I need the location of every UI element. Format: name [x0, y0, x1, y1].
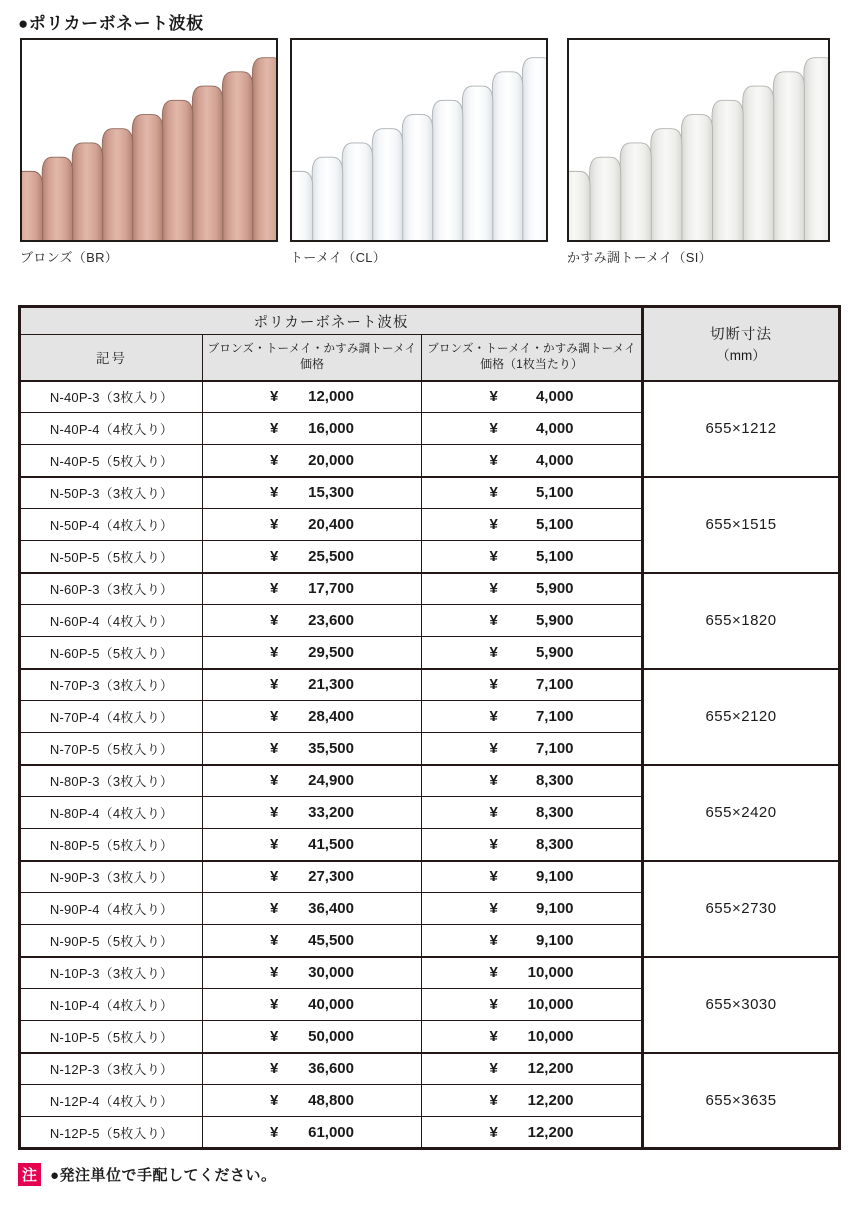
unit-price-cell [422, 925, 643, 957]
yen-sign: ¥ [489, 996, 498, 1013]
unit-price-header-line1: ブロンズ・トーメイ・かすみ調トーメイ [427, 342, 636, 355]
yen-sign: ¥ [270, 1123, 279, 1141]
dimension-cell: 655×2120 [643, 669, 840, 765]
yen-sign: ¥ [489, 835, 498, 853]
yen-sign: ¥ [270, 643, 279, 661]
product-code-cell: N-50P-5（5枚入り） [20, 541, 203, 573]
dimension-cell: 655×2730 [643, 861, 840, 957]
amount: 7,100 [535, 676, 574, 694]
price-column-header [203, 335, 422, 381]
product-code-cell: N-90P-3（3枚入り） [20, 861, 203, 893]
price-cell [203, 733, 422, 765]
yen-sign: ¥ [489, 1060, 498, 1078]
corrugation-ridge [72, 143, 103, 240]
yen-sign: ¥ [270, 547, 279, 565]
code-column-header: 記号 [20, 335, 203, 381]
corrugation-ridge [192, 86, 223, 240]
yen-sign: ¥ [270, 804, 279, 821]
yen-sign: ¥ [270, 1092, 279, 1109]
table-row [20, 573, 840, 605]
yen-sign: ¥ [270, 708, 279, 725]
unit-price-cell [422, 541, 643, 573]
price-cell [203, 573, 422, 605]
product-code-cell: N-80P-5（5枚入り） [20, 829, 203, 861]
table-row [20, 957, 840, 989]
amount: 61,000 [308, 1123, 354, 1141]
unit-price-column-header [422, 335, 643, 381]
amount: 7,100 [535, 708, 574, 725]
amount: 41,500 [308, 835, 354, 853]
yen-sign: ¥ [270, 420, 279, 437]
corrugation-ridge [804, 58, 828, 240]
yen-sign: ¥ [489, 547, 498, 565]
dimension-cell: 655×3030 [643, 957, 840, 1053]
amount: 10,000 [527, 964, 574, 982]
amount: 48,800 [308, 1092, 354, 1109]
note-badge: 注 [18, 1163, 41, 1186]
amount: 24,900 [308, 772, 354, 790]
corrugation-ridge [569, 171, 590, 240]
amount: 8,300 [535, 772, 574, 790]
product-code-cell: N-70P-5（5枚入り） [20, 733, 203, 765]
yen-sign: ¥ [270, 516, 279, 533]
corrugated-sheet-illustration-bronze [22, 40, 276, 240]
price-cell [203, 1085, 422, 1117]
amount: 17,700 [308, 580, 354, 598]
price-cell [203, 701, 422, 733]
yen-sign: ¥ [270, 676, 279, 694]
yen-sign: ¥ [489, 1027, 498, 1045]
corrugation-ridge [402, 115, 433, 240]
price-cell [203, 1053, 422, 1085]
amount: 27,300 [308, 868, 354, 886]
product-caption: トーメイ（CL） [290, 250, 387, 265]
table-row [20, 477, 840, 509]
unit-price-cell [422, 701, 643, 733]
amount: 30,000 [308, 964, 354, 982]
product-code-cell: N-80P-4（4枚入り） [20, 797, 203, 829]
unit-price-cell [422, 1117, 643, 1149]
product-image-frost [567, 38, 830, 242]
yen-sign: ¥ [489, 739, 498, 757]
yen-sign: ¥ [489, 612, 498, 629]
product-image-bronze [20, 38, 278, 242]
product-code-cell: N-60P-5（5枚入り） [20, 637, 203, 669]
price-cell [203, 1117, 422, 1149]
product-caption: かすみ調トーメイ（SI） [567, 250, 712, 265]
price-cell [203, 381, 422, 413]
yen-sign: ¥ [489, 388, 498, 406]
product-code-cell: N-10P-4（4枚入り） [20, 989, 203, 1021]
price-cell [203, 413, 422, 445]
corrugation-ridge [222, 72, 253, 240]
amount: 35,500 [308, 739, 354, 757]
amount: 23,600 [308, 612, 354, 629]
yen-sign: ¥ [489, 708, 498, 725]
dimension-cell: 655×2420 [643, 765, 840, 861]
yen-sign: ¥ [270, 835, 279, 853]
amount: 29,500 [308, 643, 354, 661]
product-code-cell: N-12P-3（3枚入り） [20, 1053, 203, 1085]
corrugation-ridge [492, 72, 523, 240]
product-code-cell: N-60P-4（4枚入り） [20, 605, 203, 637]
yen-sign: ¥ [270, 739, 279, 757]
amount: 5,100 [535, 547, 574, 565]
price-cell [203, 893, 422, 925]
unit-price-cell [422, 989, 643, 1021]
corrugation-ridge [252, 58, 276, 240]
price-table [18, 305, 841, 1150]
yen-sign: ¥ [270, 1060, 279, 1078]
product-code-cell: N-50P-3（3枚入り） [20, 477, 203, 509]
yen-sign: ¥ [489, 868, 498, 886]
yen-sign: ¥ [270, 996, 279, 1013]
amount: 5,100 [535, 484, 574, 502]
dimension-cell: 655×1515 [643, 477, 840, 573]
dimension-cell: 655×3635 [643, 1053, 840, 1149]
corrugation-ridge [42, 157, 73, 240]
price-cell [203, 509, 422, 541]
corrugation-ridge [22, 171, 43, 240]
corrugation-ridge [432, 100, 463, 240]
amount: 12,000 [308, 388, 354, 406]
amount: 40,000 [308, 996, 354, 1013]
yen-sign: ¥ [270, 580, 279, 598]
unit-price-cell [422, 829, 643, 861]
corrugation-ridge [162, 100, 193, 240]
yen-sign: ¥ [270, 388, 279, 406]
price-cell [203, 925, 422, 957]
amount: 50,000 [308, 1027, 354, 1045]
product-code-cell: N-12P-4（4枚入り） [20, 1085, 203, 1117]
corrugation-ridge [712, 100, 743, 240]
amount: 4,000 [535, 420, 574, 437]
yen-sign: ¥ [270, 484, 279, 502]
amount: 12,200 [527, 1123, 574, 1141]
amount: 9,100 [535, 868, 574, 886]
corrugation-ridge [342, 143, 373, 240]
product-code-cell: N-40P-3（3枚入り） [20, 381, 203, 413]
yen-sign: ¥ [489, 964, 498, 982]
unit-price-cell [422, 861, 643, 893]
yen-sign: ¥ [489, 420, 498, 437]
corrugation-ridge [620, 143, 651, 240]
yen-sign: ¥ [270, 868, 279, 886]
yen-sign: ¥ [489, 580, 498, 598]
price-cell [203, 797, 422, 829]
yen-sign: ¥ [489, 516, 498, 533]
amount: 10,000 [527, 1027, 574, 1045]
yen-sign: ¥ [489, 931, 498, 949]
price-cell [203, 637, 422, 669]
amount: 33,200 [308, 804, 354, 821]
yen-sign: ¥ [270, 772, 279, 790]
unit-price-cell [422, 797, 643, 829]
unit-price-cell [422, 765, 643, 797]
amount: 5,900 [535, 643, 574, 661]
yen-sign: ¥ [270, 900, 279, 917]
dimension-column-header [643, 307, 840, 381]
amount: 5,100 [535, 516, 574, 533]
yen-sign: ¥ [270, 964, 279, 982]
dimension-cell: 655×1820 [643, 573, 840, 669]
amount: 7,100 [535, 739, 574, 757]
unit-price-cell [422, 1085, 643, 1117]
amount: 20,400 [308, 516, 354, 533]
amount: 10,000 [527, 996, 574, 1013]
dimension-header-line1: 切断寸法 [710, 327, 773, 344]
unit-price-cell [422, 381, 643, 413]
amount: 5,900 [535, 612, 574, 629]
page-title: ●ポリカーボネート波板 [18, 14, 204, 33]
product-code-cell: N-50P-4（4枚入り） [20, 509, 203, 541]
unit-price-cell [422, 1021, 643, 1053]
dimension-header-line2: （mm） [716, 348, 766, 364]
yen-sign: ¥ [489, 676, 498, 694]
amount: 12,200 [527, 1092, 574, 1109]
corrugation-ridge [132, 115, 163, 240]
price-header-line1: ブロンズ・トーメイ・かすみ調トーメイ [207, 342, 417, 355]
price-cell [203, 477, 422, 509]
note-text: ●発注単位で手配してください。 [50, 1167, 277, 1184]
amount: 5,900 [535, 580, 574, 598]
product-code-cell: N-90P-4（4枚入り） [20, 893, 203, 925]
price-cell [203, 829, 422, 861]
unit-price-cell [422, 445, 643, 477]
unit-price-header-line2: 価格（1枚当たり） [480, 356, 583, 371]
unit-price-cell [422, 573, 643, 605]
corrugation-ridge [292, 171, 313, 240]
table-row [20, 669, 840, 701]
yen-sign: ¥ [270, 451, 279, 469]
price-cell [203, 957, 422, 989]
yen-sign: ¥ [270, 612, 279, 629]
corrugation-ridge [773, 72, 804, 240]
yen-sign: ¥ [270, 1027, 279, 1045]
corrugation-ridge [102, 129, 133, 240]
unit-price-cell [422, 893, 643, 925]
amount: 4,000 [535, 388, 574, 406]
product-code-cell: N-70P-4（4枚入り） [20, 701, 203, 733]
dimension-cell: 655×1212 [643, 381, 840, 477]
table-row [20, 381, 840, 413]
amount: 15,300 [308, 484, 354, 502]
corrugation-ridge [372, 129, 403, 240]
amount: 45,500 [308, 931, 354, 949]
unit-price-cell [422, 733, 643, 765]
amount: 4,000 [535, 451, 574, 469]
table-row [20, 861, 840, 893]
amount: 8,300 [535, 804, 574, 821]
corrugation-ridge [651, 129, 682, 240]
price-cell [203, 765, 422, 797]
yen-sign: ¥ [489, 1092, 498, 1109]
unit-price-cell [422, 669, 643, 701]
corrugated-sheet-illustration-clear [292, 40, 546, 240]
amount: 9,100 [535, 931, 574, 949]
product-code-cell: N-60P-3（3枚入り） [20, 573, 203, 605]
product-code-cell: N-12P-5（5枚入り） [20, 1117, 203, 1149]
table-row [20, 765, 840, 797]
price-cell [203, 605, 422, 637]
product-code-cell: N-10P-5（5枚入り） [20, 1021, 203, 1053]
product-code-cell: N-40P-4（4枚入り） [20, 413, 203, 445]
amount: 36,600 [308, 1060, 354, 1078]
product-code-cell: N-10P-3（3枚入り） [20, 957, 203, 989]
table-title-header: ポリカーボネート波板 [20, 307, 643, 335]
corrugation-ridge [590, 157, 621, 240]
yen-sign: ¥ [489, 804, 498, 821]
product-code-cell: N-70P-3（3枚入り） [20, 669, 203, 701]
yen-sign: ¥ [270, 931, 279, 949]
yen-sign: ¥ [489, 900, 498, 917]
price-cell [203, 989, 422, 1021]
corrugation-ridge [312, 157, 343, 240]
product-caption: ブロンズ（BR） [20, 250, 119, 265]
product-code-cell: N-90P-5（5枚入り） [20, 925, 203, 957]
unit-price-cell [422, 413, 643, 445]
yen-sign: ¥ [489, 643, 498, 661]
unit-price-cell [422, 1053, 643, 1085]
corrugation-ridge [743, 86, 774, 240]
price-cell [203, 541, 422, 573]
price-cell [203, 445, 422, 477]
amount: 8,300 [535, 835, 574, 853]
corrugation-ridge [462, 86, 493, 240]
corrugated-sheet-illustration-frost [569, 40, 828, 240]
amount: 21,300 [308, 676, 354, 694]
amount: 25,500 [308, 547, 354, 565]
unit-price-cell [422, 637, 643, 669]
unit-price-cell [422, 477, 643, 509]
order-note [18, 1163, 277, 1186]
amount: 20,000 [308, 451, 354, 469]
unit-price-cell [422, 509, 643, 541]
amount: 36,400 [308, 900, 354, 917]
amount: 28,400 [308, 708, 354, 725]
yen-sign: ¥ [489, 484, 498, 502]
table-row [20, 1053, 840, 1085]
yen-sign: ¥ [489, 451, 498, 469]
price-cell [203, 1021, 422, 1053]
amount: 16,000 [308, 420, 354, 437]
corrugation-ridge [522, 58, 546, 240]
yen-sign: ¥ [489, 772, 498, 790]
price-cell [203, 669, 422, 701]
unit-price-cell [422, 957, 643, 989]
amount: 9,100 [535, 900, 574, 917]
product-code-cell: N-80P-3（3枚入り） [20, 765, 203, 797]
product-image-clear [290, 38, 548, 242]
amount: 12,200 [527, 1060, 574, 1078]
price-table-body [20, 381, 840, 1149]
yen-sign: ¥ [489, 1123, 498, 1141]
product-code-cell: N-40P-5（5枚入り） [20, 445, 203, 477]
unit-price-cell [422, 605, 643, 637]
price-cell [203, 861, 422, 893]
price-header-line2: 価格 [299, 356, 324, 371]
corrugation-ridge [681, 115, 712, 240]
